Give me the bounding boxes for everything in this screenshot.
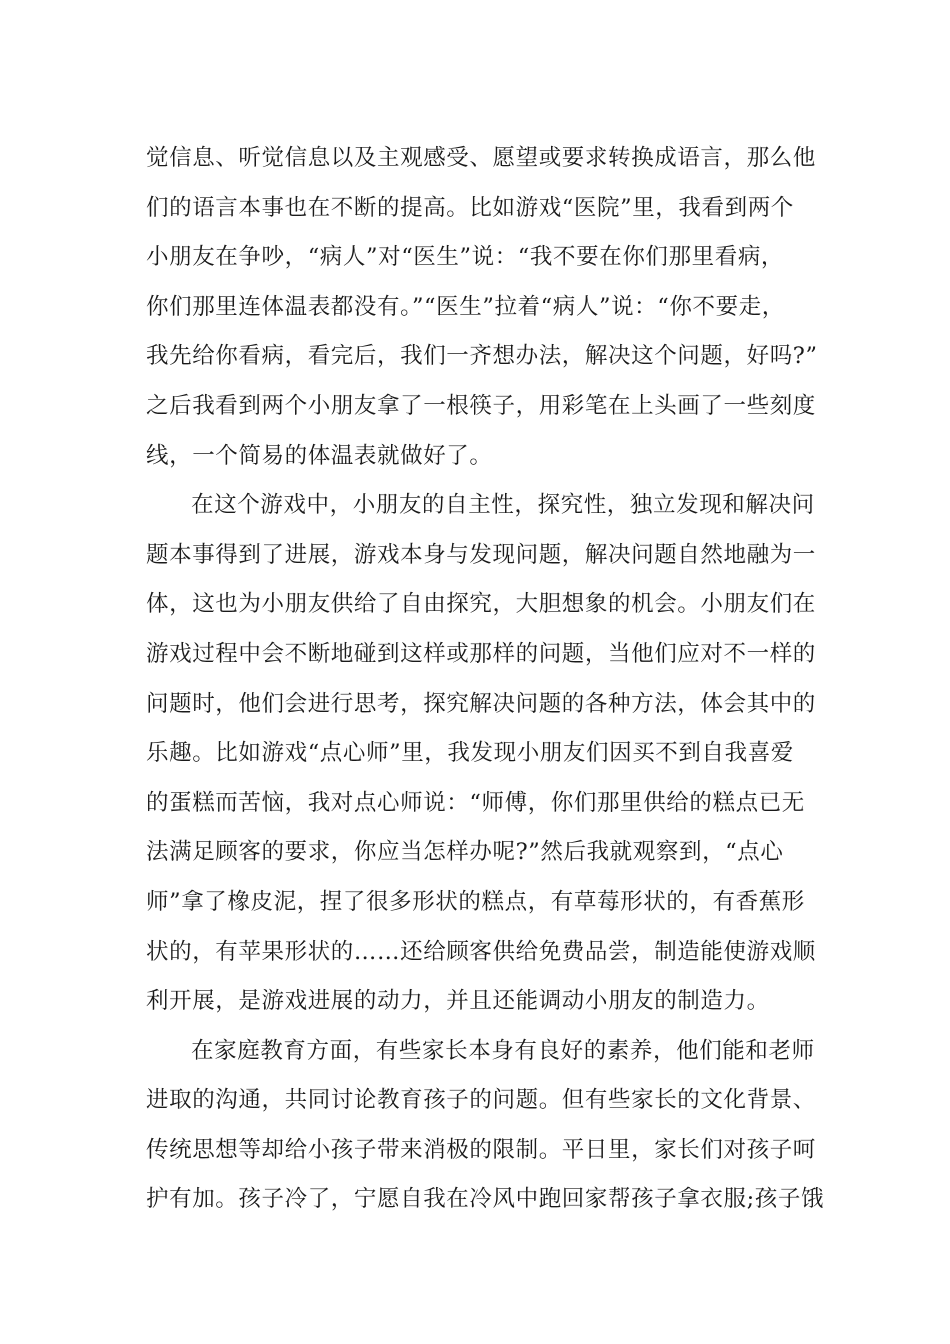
text-line: 护有加。孩子冷了，宁愿自我在冷风中跑回家帮孩子拿衣服;孩子饿 bbox=[146, 1186, 825, 1213]
paragraph-first-line: 在家庭教育方面，有些家长本身有良好的素养，他们能和老师 bbox=[191, 1037, 815, 1064]
text-line: 你们那里连体温表都没有。”“医生”拉着“病人”说：“你不要走， bbox=[146, 293, 785, 320]
text-line: 觉信息、听觉信息以及主观感受、愿望或要求转换成语言，那么他 bbox=[146, 145, 816, 171]
text-line: 们的语言本事也在不断的提高。比如游戏“医院”里，我看到两个 bbox=[146, 194, 794, 221]
text-line: 线，一个简易的体温表就做好了。 bbox=[146, 442, 493, 469]
document-body bbox=[146, 134, 826, 1225]
paragraph-first-line: 在这个游戏中，小朋友的自主性，探究性，独立发现和解决问 bbox=[191, 492, 815, 519]
text-line: 状的，有苹果形状的……还给顾客供给免费品尝，制造能使游戏顺 bbox=[146, 938, 816, 965]
text-line: 体，这也为小朋友供给了自由探究，大胆想象的机会。小朋友们在 bbox=[146, 591, 816, 618]
text-line: 之后我看到两个小朋友拿了一根筷子，用彩笔在上头画了一些刻度 bbox=[146, 392, 816, 419]
text-line: 传统思想等却给小孩子带来消极的限制。平日里，家长们对孩子呵 bbox=[146, 1136, 816, 1163]
text-line: 师”拿了橡皮泥，捏了很多形状的糕点，有草莓形状的，有香蕉形 bbox=[146, 888, 805, 915]
text-line: 游戏过程中会不断地碰到这样或那样的问题，当他们应对不一样的 bbox=[146, 640, 816, 667]
text-line: 利开展，是游戏进展的动力，并且还能调动小朋友的制造力。 bbox=[146, 988, 770, 1015]
text-line: 乐趣。比如游戏“点心师”里，我发现小朋友们因买不到自我喜爱 bbox=[146, 740, 794, 767]
text-line: 我先给你看病，看完后，我们一齐想办法，解决这个问题，好吗?” bbox=[146, 343, 818, 370]
text-line: 题本事得到了进展，游戏本身与发现问题，解决问题自然地融为一 bbox=[146, 541, 816, 568]
text-line: 的蛋糕而苦恼，我对点心师说：“师傅，你们那里供给的糕点已无 bbox=[146, 789, 805, 816]
text-line: 小朋友在争吵，“病人”对“医生”说：“我不要在你们那里看病， bbox=[146, 244, 785, 271]
text-line: 法满足顾客的要求，你应当怎样办呢?”然后我就观察到，“点心 bbox=[146, 839, 784, 866]
text-line: 问题时，他们会进行思考，探究解决问题的各种方法，体会其中的 bbox=[146, 690, 816, 717]
text-line: 进取的沟通，共同讨论教育孩子的问题。但有些家长的文化背景、 bbox=[146, 1087, 816, 1114]
